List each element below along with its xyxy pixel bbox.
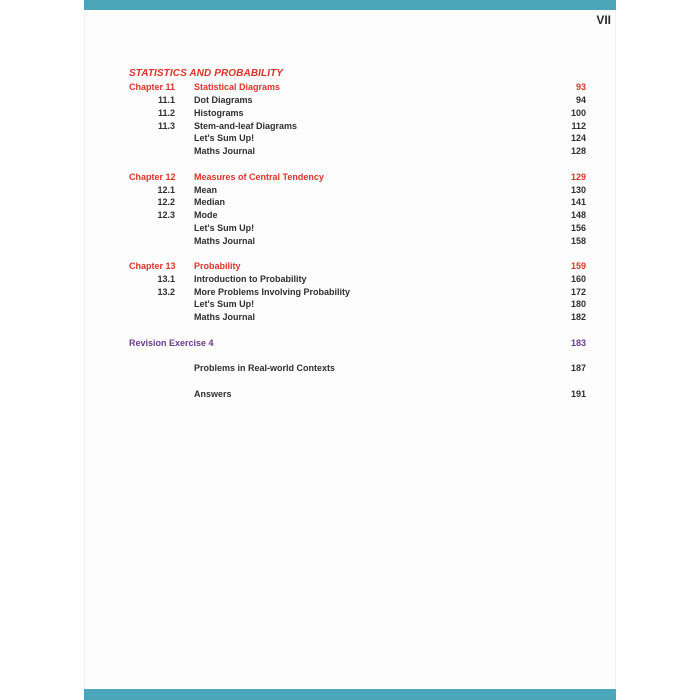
item-page: 94: [575, 95, 586, 105]
item-title: Mean: [194, 185, 218, 195]
item-page: 141: [570, 197, 586, 207]
item-page: 100: [570, 108, 586, 118]
top-color-band: [84, 0, 616, 10]
bottom-color-band: [84, 689, 616, 700]
toc-item: [129, 273, 586, 286]
answers-page: 191: [570, 389, 586, 399]
item-title: Stem-and-leaf Diagrams: [194, 121, 298, 131]
item-number: 12.1: [157, 185, 175, 195]
item-title: Let's Sum Up!: [194, 299, 255, 309]
item-title: Median: [194, 197, 226, 207]
revision-page: 183: [570, 338, 586, 348]
item-page: 128: [570, 146, 586, 156]
chapter-title: Statistical Diagrams: [194, 82, 281, 92]
item-number: 11.3: [157, 121, 175, 131]
item-number: 12.2: [157, 197, 175, 207]
toc-item: [129, 196, 586, 209]
toc-item: [129, 132, 586, 145]
item-number: 13.1: [157, 274, 175, 284]
item-page: 130: [570, 185, 586, 195]
item-number: 12.3: [157, 210, 175, 220]
item-page: 180: [570, 299, 586, 309]
item-page: 172: [570, 287, 586, 297]
item-title: Maths Journal: [194, 312, 256, 322]
item-page: 148: [570, 210, 586, 220]
toc-problems: [129, 362, 586, 375]
problems-title: Problems in Real-world Contexts: [194, 363, 336, 373]
item-title: Dot Diagrams: [194, 95, 253, 105]
toc-item: [129, 94, 586, 107]
item-page: 156: [570, 223, 586, 233]
item-title: Mode: [194, 210, 218, 220]
section-heading: STATISTICS AND PROBABILITY: [129, 68, 284, 79]
toc-chapter-13: [129, 260, 586, 273]
chapter-title: Probability: [194, 261, 241, 271]
item-title: Maths Journal: [194, 236, 256, 246]
toc-chapter-11: [129, 81, 586, 94]
problems-page: 187: [570, 363, 586, 373]
item-number: 13.2: [157, 287, 175, 297]
toc-answers: [129, 388, 586, 401]
chapter-page: 159: [570, 261, 586, 271]
chapter-page: 93: [575, 82, 586, 92]
answers-title: Answers: [194, 389, 232, 399]
item-title: Maths Journal: [194, 146, 256, 156]
chapter-page: 129: [570, 172, 586, 182]
chapter-label: Chapter 13: [129, 261, 176, 271]
page-number: VII: [596, 13, 611, 27]
item-title: Let's Sum Up!: [194, 133, 255, 143]
item-page: 124: [570, 133, 586, 143]
item-page: 158: [570, 236, 586, 246]
toc-item: [129, 235, 586, 248]
toc-item: [129, 298, 586, 311]
toc-item: [129, 209, 586, 222]
item-page: 160: [570, 274, 586, 284]
toc-item: [129, 222, 586, 235]
item-page: 112: [571, 121, 586, 131]
toc-revision-exercise: [129, 337, 586, 350]
chapter-label: Chapter 11: [129, 82, 176, 92]
item-title: More Problems Involving Probability: [194, 287, 351, 297]
revision-label: Revision Exercise 4: [129, 338, 214, 348]
toc-chapter-12: [129, 171, 586, 184]
item-page: 182: [570, 312, 586, 322]
item-number: 11.2: [157, 108, 175, 118]
toc-item: [129, 311, 586, 324]
item-title: Histograms: [194, 108, 244, 118]
chapter-title: Measures of Central Tendency: [194, 172, 324, 182]
item-number: 11.1: [157, 95, 175, 105]
item-title: Let's Sum Up!: [194, 223, 255, 233]
chapter-label: Chapter 12: [129, 172, 176, 182]
toc-item: [129, 145, 586, 158]
toc-item: [129, 107, 586, 120]
item-title: Introduction to Probability: [194, 274, 307, 284]
